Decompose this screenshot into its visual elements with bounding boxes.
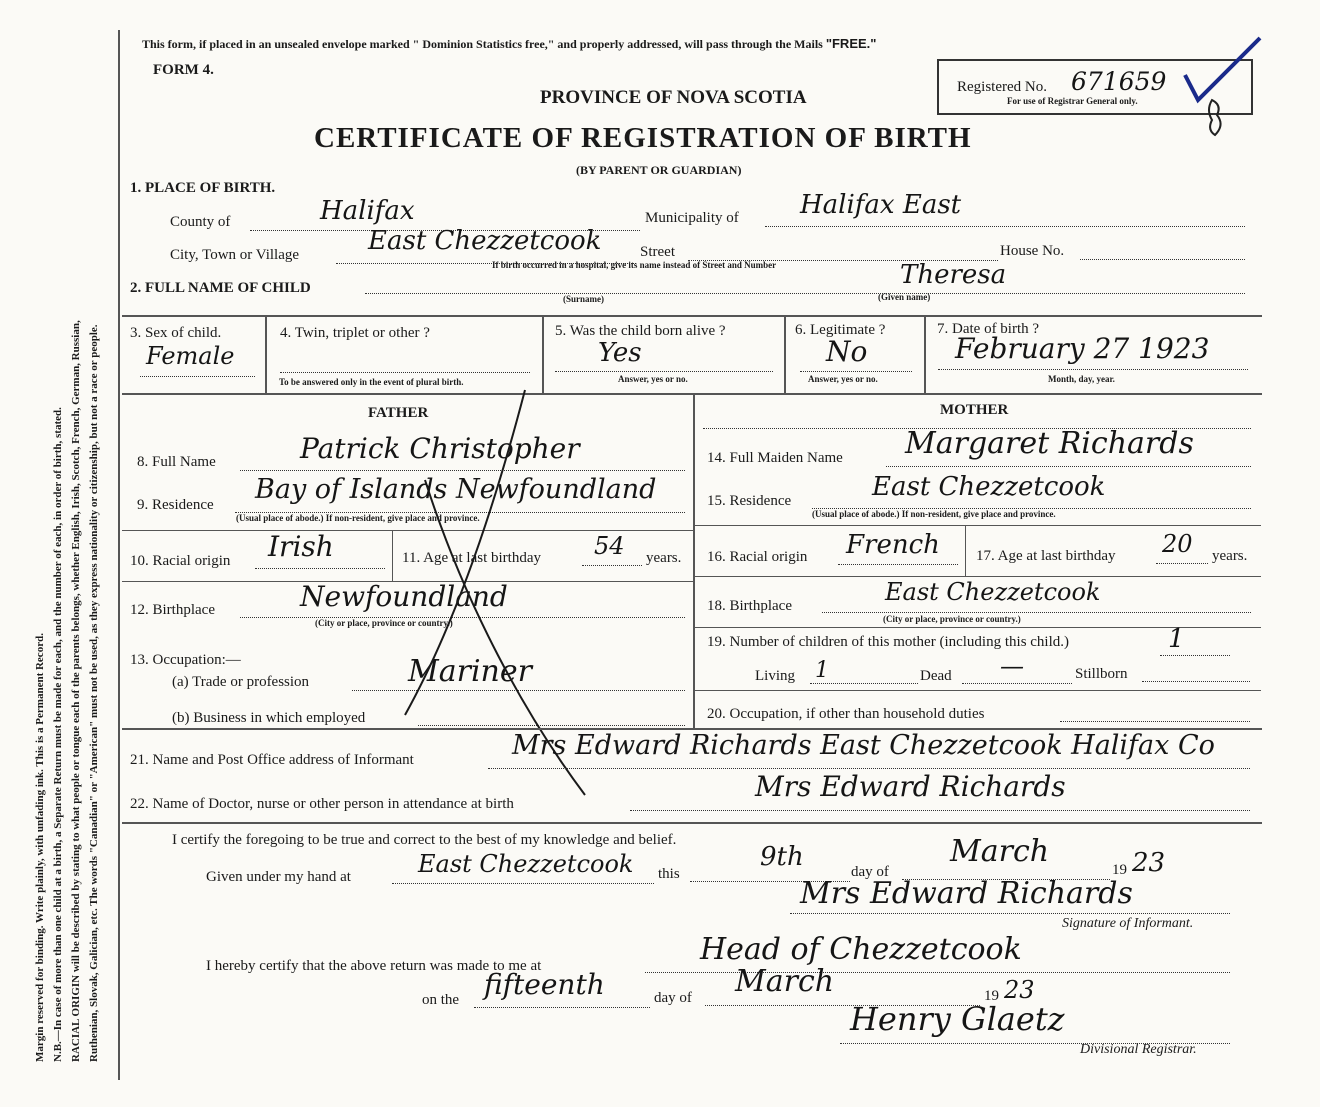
registrar-note: For use of Registrar General only.	[1007, 96, 1138, 106]
informant-label: 21. Name and Post Office address of Informant	[130, 752, 414, 768]
doctor-label: 22. Name of Doctor, nurse or other person in attendance at birth	[130, 796, 514, 812]
divider-3-4	[265, 316, 267, 393]
street-label: Street	[640, 244, 675, 260]
margin-note-racial-origin: RACIAL ORIGIN will be described by stating to what people or tongue each of the parents belongs, whether English, Irish, Scotch, French, German, Russian,	[70, 320, 82, 1062]
mother-heading: MOTHER	[940, 402, 1009, 418]
province-heading: PROVINCE OF NOVA SCOTIA	[540, 87, 807, 108]
given-name-caption: (Given name)	[878, 292, 931, 302]
yes-no-caption-1: Answer, yes or no.	[618, 374, 688, 384]
year-suffix: 23	[1132, 848, 1166, 878]
children-count-line	[1160, 655, 1230, 656]
place-of-birth-label: 1. PLACE OF BIRTH.	[130, 180, 276, 196]
house-no-line	[1080, 259, 1245, 260]
rule-top-boxes	[122, 315, 1262, 317]
return-place-line	[645, 972, 1230, 973]
trade-label: (a) Trade or profession	[172, 674, 310, 690]
certificate-subtitle: (BY PARENT OR GUARDIAN)	[576, 163, 742, 177]
dob-line	[938, 369, 1248, 370]
trade-value: Mariner	[408, 654, 532, 689]
return-month-value: March	[735, 964, 835, 999]
mother-birthplace-line	[822, 612, 1251, 613]
city-value: East Chezzetcook	[368, 226, 602, 256]
mother-residence-caption: (Usual place of abode.) If non-resident, give place and province.	[812, 509, 1056, 519]
mother-age-label: 17. Age at last birthday	[976, 548, 1116, 564]
dead-line	[962, 683, 1072, 684]
return-place-value: Head of Chezzetcook	[700, 932, 1022, 967]
twin-label: 4. Twin, triplet or other ?	[280, 325, 430, 341]
twin-note: To be answered only in the event of plural birth.	[279, 377, 464, 387]
mother-age-line	[1156, 563, 1208, 564]
mother-race-label: 16. Racial origin	[707, 549, 808, 565]
given-name-value: Theresa	[900, 260, 1007, 290]
county-label: County of	[170, 214, 231, 230]
mail-notice: This form, if placed in an unsealed envelope marked " Dominion Statistics free," and properly addressed, will pass through the Mails "FREE."	[142, 36, 877, 51]
born-alive-label: 5. Was the child born alive ?	[555, 323, 726, 339]
mother-occupation-label: 20. Occupation, if other than household duties	[707, 706, 985, 722]
sex-value: Female	[146, 342, 235, 370]
father-residence-label: 9. Residence	[137, 497, 214, 513]
mother-name-value: Margaret Richards	[905, 426, 1194, 461]
mother-occupation-line	[1060, 721, 1250, 722]
stillborn-line	[1142, 681, 1250, 682]
mail-free: "FREE."	[825, 36, 877, 51]
this-label: this	[658, 866, 680, 882]
father-race-value: Irish	[268, 530, 334, 563]
registered-label: Registered No.	[957, 79, 1047, 95]
mother-residence-value: East Chezzetcook	[872, 472, 1106, 502]
return-year-prefix: 19	[984, 988, 999, 1004]
divider-6-7	[924, 316, 926, 393]
child-name-line	[365, 293, 1245, 294]
return-label: I hereby certify that the above return was made to me at	[206, 958, 542, 974]
house-no-label: House No.	[1000, 243, 1065, 259]
father-residence-value: Bay of Islands Newfoundland	[255, 474, 657, 505]
doctor-value: Mrs Edward Richards	[755, 770, 1066, 803]
sex-line	[140, 376, 255, 377]
return-day-value: fifteenth	[484, 968, 605, 1001]
father-birthplace-label: 12. Birthplace	[130, 602, 215, 618]
doctor-line	[630, 810, 1250, 811]
living-value: 1	[815, 658, 829, 683]
dead-value: —	[1000, 652, 1024, 680]
legitimate-value: No	[826, 335, 868, 368]
stamp-mark-icon	[1200, 95, 1230, 140]
margin-rule	[118, 30, 120, 1080]
year-prefix: 19	[1112, 862, 1127, 878]
father-heading: FATHER	[368, 405, 429, 421]
on-the-label: on the	[422, 992, 460, 1008]
return-day-of-label: day of	[654, 990, 692, 1006]
given-label: Given under my hand at	[206, 869, 351, 885]
rule-mother-children-bottom	[695, 690, 1261, 691]
father-age-label: 11. Age at last birthday	[402, 550, 541, 566]
rule-parents-top	[122, 393, 1262, 395]
informant-signature: Mrs Edward Richards	[800, 876, 1133, 911]
mother-residence-label: 15. Residence	[707, 493, 792, 509]
divider-mother-race-age	[965, 526, 966, 576]
informant-value: Mrs Edward Richards East Chezzetcook Halifax Co	[512, 730, 1215, 761]
father-residence-caption: (Usual place of abode.) If non-resident, give place and province.	[236, 513, 480, 523]
hospital-note: If birth occurred in a hospital, give its name instead of Street and Number	[492, 260, 777, 270]
margin-note-binding: Margin reserved for binding. Write plainly, with unfading ink. This is a Permanent Record.	[34, 633, 46, 1062]
dead-label: Dead	[920, 668, 952, 684]
divider-5-6	[784, 316, 786, 393]
registrar-signature: Henry Glaetz	[850, 1000, 1065, 1038]
form-number: FORM 4.	[153, 62, 214, 78]
divider-father-mother	[693, 395, 695, 728]
father-age-value: 54	[594, 532, 625, 560]
father-name-value: Patrick Christopher	[300, 432, 580, 465]
legitimate-label: 6. Legitimate ?	[795, 322, 886, 338]
yes-no-caption-2: Answer, yes or no.	[808, 374, 878, 384]
dob-value: February 27 1923	[955, 332, 1210, 365]
father-race-label: 10. Racial origin	[130, 553, 231, 569]
registrar-caption: Divisional Registrar.	[1080, 1042, 1197, 1057]
divider-4-5	[542, 316, 544, 393]
twin-line	[280, 372, 530, 373]
certificate-title: CERTIFICATE OF REGISTRATION OF BIRTH	[314, 122, 972, 154]
rule-mother-race-top	[695, 525, 1261, 526]
margin-note-plural-birth: N.B.—In case of more than one child at a birth, a Separate Return must be made for each, and the number of each, in order of birth, stated.	[52, 407, 64, 1062]
rule-certification-top	[122, 822, 1262, 824]
mother-years-label: years.	[1212, 548, 1248, 564]
return-year-suffix: 23	[1004, 976, 1035, 1004]
mother-birthplace-label: 18. Birthplace	[707, 598, 792, 614]
mother-birthplace-value: East Chezzetcook	[885, 578, 1101, 606]
born-alive-value: Yes	[598, 338, 642, 368]
month-value: March	[950, 834, 1050, 869]
children-count-value: 1	[1168, 624, 1185, 654]
mother-race-value: French	[846, 530, 940, 560]
day-of-label: day of	[851, 864, 889, 880]
mother-age-value: 20	[1162, 530, 1193, 558]
mother-birthplace-caption: (City or place, province or country.)	[883, 614, 1021, 624]
county-value: Halifax	[320, 196, 415, 226]
living-label: Living	[755, 668, 795, 684]
father-occupation-label: 13. Occupation:—	[130, 652, 241, 668]
registered-number: 671659	[1071, 67, 1167, 96]
child-name-label: 2. FULL NAME OF CHILD	[130, 280, 311, 296]
business-label: (b) Business in which employed	[172, 710, 366, 726]
municipality-value: Halifax East	[800, 190, 962, 220]
municipality-label: Municipality of	[645, 210, 739, 226]
informant-line	[488, 768, 1250, 769]
city-label: City, Town or Village	[170, 247, 300, 263]
day-value: 9th	[760, 842, 804, 872]
informant-signature-line	[790, 913, 1230, 914]
dob-label: 7. Date of birth ?	[937, 321, 1040, 337]
mother-name-label: 14. Full Maiden Name	[707, 450, 843, 466]
sex-label: 3. Sex of child.	[130, 325, 222, 341]
dob-caption: Month, day, year.	[1048, 374, 1115, 384]
certification-statement: I certify the foregoing to be true and correct to the best of my knowledge and belief.	[172, 832, 677, 848]
given-place-value: East Chezzetcook	[418, 850, 634, 878]
legitimate-line	[800, 371, 912, 372]
given-place-line	[392, 883, 654, 884]
stillborn-label: Stillborn	[1075, 666, 1128, 682]
father-race-line	[255, 568, 385, 569]
father-years-label: years.	[646, 550, 682, 566]
municipality-line	[765, 226, 1245, 227]
father-name-label: 8. Full Name	[137, 454, 216, 470]
mother-name-line	[886, 466, 1251, 467]
children-count-label: 19. Number of children of this mother (including this child.)	[707, 634, 1070, 650]
mother-race-line	[838, 564, 958, 565]
rule-mother-race-bottom	[695, 576, 1261, 577]
margin-note-racial-origin-2: Ruthenian, Slovak, Galician, etc. The words "Canadian" or "American" must not be used, as they express nationality or citizenship, but not a race or people.	[88, 324, 100, 1062]
born-alive-line	[555, 371, 773, 372]
surname-caption: (Surname)	[563, 294, 604, 304]
father-birthplace-caption: (City or place, province or country.)	[315, 618, 453, 628]
return-day-line	[474, 1007, 650, 1008]
informant-signature-caption: Signature of Informant.	[1062, 916, 1194, 931]
living-line	[810, 683, 918, 684]
father-birthplace-value: Newfoundland	[300, 580, 508, 613]
